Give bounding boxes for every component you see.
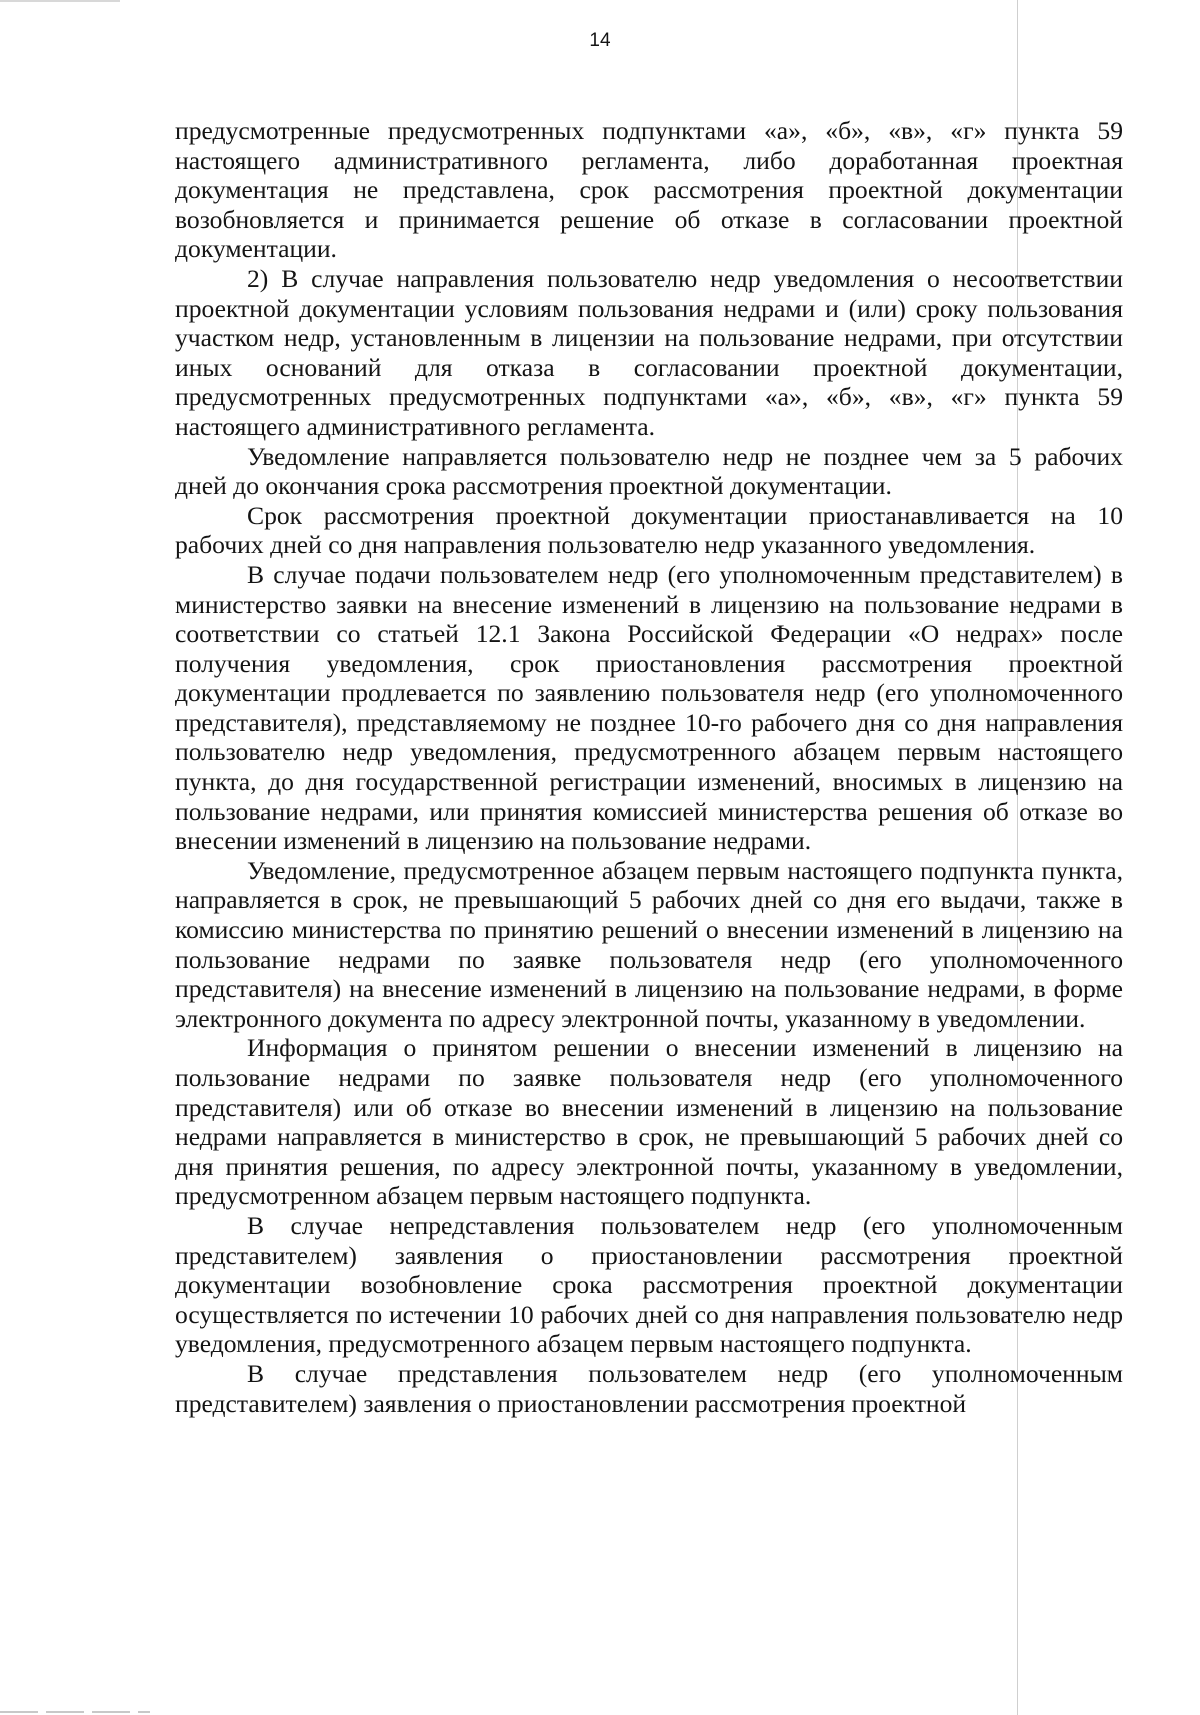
paragraph-1: предусмотренные предусмотренных подпунктами «а», «б», «в», «г» пункта 59 настоящего административного регламента, либо доработанная проектная документация не представлена, срок рассмотрения проектной документации возобновляется и принимается решение об отказе в согласовании проектной документации. <box>175 116 1123 264</box>
paragraph-8: В случае непредставления пользователем недр (его уполномоченным представителем) заявления о приостановлении рассмотрения проектной документации возобновление срока рассмотрения проектной документации осуществляется по истечении 10 рабочих дней со дня направления пользователю недр уведомления, предусмотренного абзацем первым настоящего подпункта. <box>175 1210 1123 1359</box>
paragraph-5: В случае подачи пользователем недр (его уполномоченным представителем) в министерство заявки на внесение изменений в лицензию на пользование недрами в соответствии со статьей 12.1 Закона Российской Федерации «О недрах» после получения уведомления, срок приостановления рассмотрения проектной документации продлевается по заявлению пользователя недр (его уполномоченного представителя), представляемому не позднее 10-го рабочего дня со дня направления пользователю недр уведомления, предусмотренного абзацем первым настоящего пункта, до дня государственной регистрации изменений, вносимых в лицензию на пользование недрами, или принятия комиссией министерства решения об отказе во внесении изменений в лицензию на пользование недрами. <box>175 559 1123 856</box>
paragraph-4: Срок рассмотрения проектной документации приостанавливается на 10 рабочих дней со дня направления пользователю недр указанного уведомления. <box>175 500 1123 560</box>
paragraph-6: Уведомление, предусмотренное абзацем первым настоящего подпункта пункта, направляется в срок, не превышающий 5 рабочих дней со дня его выдачи, также в комиссию министерства по принятию решений о внесении изменений в лицензию на пользование недрами по заявке пользователя недр (его уполномоченного представителя) на внесение изменений в лицензию на пользование недрами, в форме электронного документа по адресу электронной почты, указанному в уведомлении. <box>175 855 1123 1033</box>
scan-edge-mark-bottom <box>0 1711 150 1713</box>
paragraph-7: Информация о принятом решении о внесении изменений в лицензию на пользование недрами по заявке пользователя недр (его уполномоченного представителя) или об отказе во внесении изменений в лицензию на пользование недрами направляется в министерство в срок, не превышающий 5 рабочих дней со дня принятия решения, по адресу электронной почты, указанному в уведомлении, предусмотренном абзацем первым настоящего подпункта. <box>175 1033 1123 1211</box>
paragraph-3: Уведомление направляется пользователю недр не позднее чем за 5 рабочих дней до окончания срока рассмотрения проектной документации. <box>175 441 1123 501</box>
document-body <box>175 116 1123 1418</box>
page-number: 14 <box>589 30 611 51</box>
paragraph-9: В случае представления пользователем недр (его уполномоченным представителем) заявления о приостановлении рассмотрения проектной <box>175 1358 1123 1418</box>
scan-edge-mark-top <box>0 0 120 2</box>
paragraph-2: 2) В случае направления пользователю недр уведомления о несоответствии проектной документации условиям пользования недрами и (или) сроку пользования участком недр, установленным в лицензии на пользование недрами, при отсутствии иных оснований для отказа в согласовании проектной документации, предусмотренных предусмотренных подпунктами «а», «б», «в», «г» пункта 59 настоящего административного регламента. <box>175 263 1123 441</box>
